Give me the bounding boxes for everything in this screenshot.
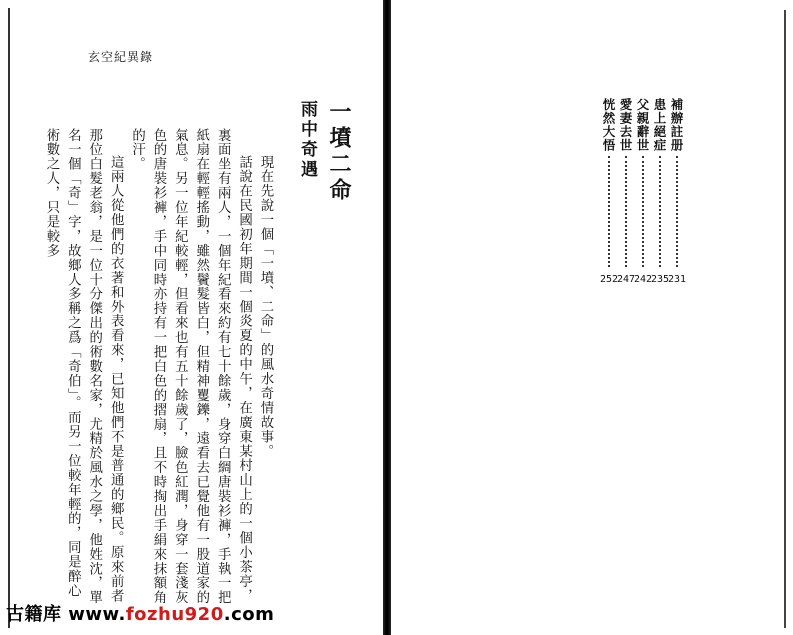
page-edge-right xyxy=(784,10,786,628)
paragraph-3: 這兩人從他們的衣著和外表看來，已知他們不是普通的鄉民。原來前者那位白髮老翁，是一位十分傑出的術數名家，尤精於風水之學，他姓沈，單名一個「奇」字，故鄉人多稱之爲「奇伯」。而另一位較年輕的，同是醉心術數之人，只是較多 xyxy=(43,128,124,605)
toc-item-label: 父親辭世 xyxy=(635,98,650,152)
chapter-title: 一墳二命 xyxy=(326,100,352,204)
toc-leader-dots xyxy=(642,156,644,267)
toc-leader-dots xyxy=(676,156,678,267)
toc-leader-dots xyxy=(625,156,627,267)
toc-item-page: 247 xyxy=(617,274,636,285)
toc-item-label: 補辦註册 xyxy=(669,98,684,152)
paragraph-1: 現在先說一個「一墳、二命」的風水奇情故事。 xyxy=(258,154,273,459)
toc-item-label: 愛妻去世 xyxy=(618,98,633,152)
toc-item[interactable] xyxy=(668,98,685,288)
table-of-contents xyxy=(595,98,685,293)
toc-item-page: 252 xyxy=(600,274,619,285)
watermark-text-3: .com xyxy=(223,604,275,625)
body-text xyxy=(43,128,276,608)
toc-item[interactable] xyxy=(634,98,651,288)
toc-leader-dots xyxy=(659,156,661,267)
toc-item-label: 患上絕症 xyxy=(652,98,667,152)
toc-item[interactable] xyxy=(600,98,617,288)
toc-item[interactable] xyxy=(617,98,634,288)
toc-item-page: 235 xyxy=(651,274,670,285)
toc-item-page: 242 xyxy=(634,274,653,285)
page-edge-left xyxy=(8,8,10,628)
watermark-text-1: 古籍库 www. xyxy=(6,604,126,625)
site-watermark[interactable] xyxy=(6,600,274,626)
watermark-text-2: fozhu920 xyxy=(125,604,224,625)
toc-leader-dots xyxy=(608,156,610,267)
running-title: 玄空紀異錄 xyxy=(88,50,154,64)
paragraph-2: 話說在民國初年期間一個炎夏的中午，在廣東某村山上的一個小茶亭，裏面坐有兩人，一個年紀看來約有七十餘歲，身穿白綢唐裝衫褲，手執一把紙扇在輕輕搖動，雖然鬢髮皆白，但精神矍鑠，遠看去已覺他有一股道家的氣息。另一位年紀較輕，但看來也有五十餘歲了，臉色紅潤，身穿一套淺灰色的唐裝衫褲，手中同時亦持有一把白色的摺扇，且不時掏出手絹來抹額角的汗。 xyxy=(129,128,252,605)
book-gutter xyxy=(383,0,391,635)
toc-item-label: 恍然大悟 xyxy=(601,98,616,152)
section-title: 雨中奇遇 xyxy=(297,100,317,180)
toc-item[interactable] xyxy=(651,98,668,288)
toc-item-page: 231 xyxy=(668,274,687,285)
